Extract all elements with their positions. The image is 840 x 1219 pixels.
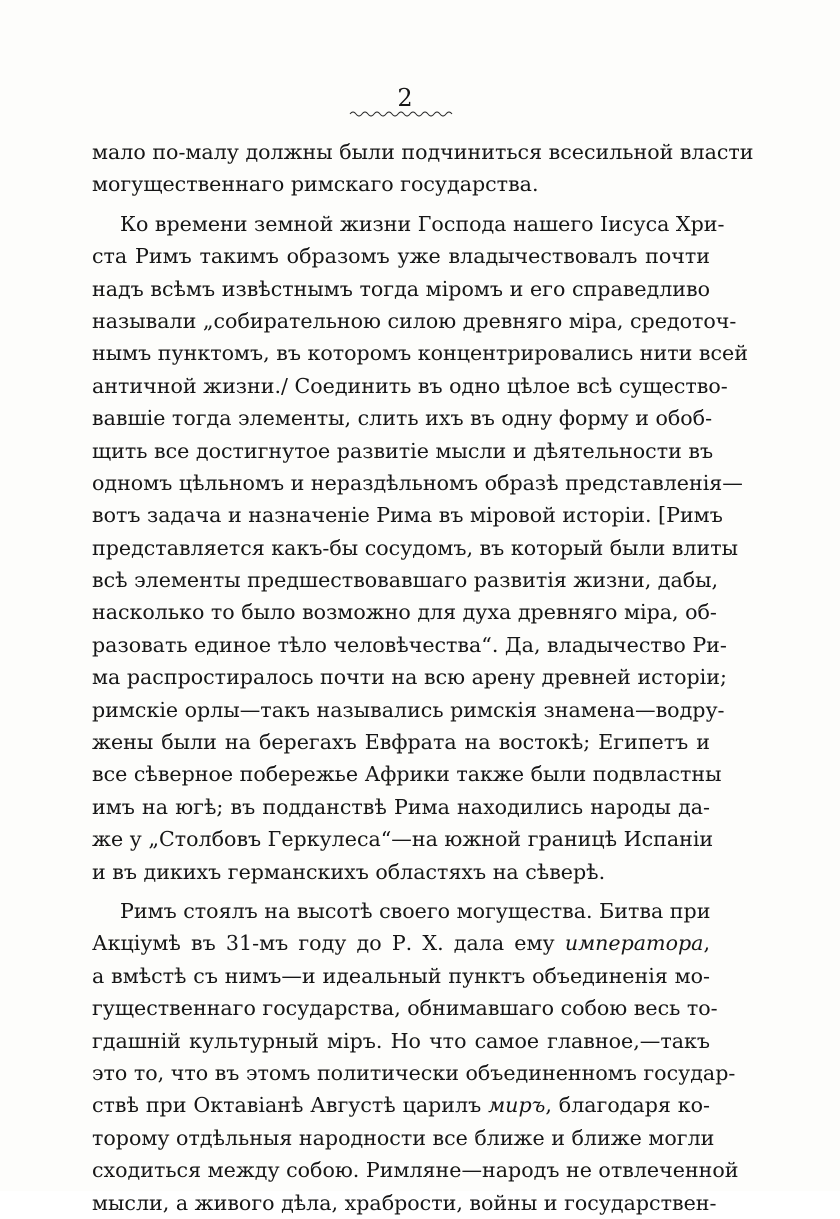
text-line: античной жизни./ Соединить въ одно цѣлое всѣ существо- (92, 373, 728, 398)
italic-word: императора (564, 931, 704, 956)
text-line: сходиться между собою. Римляне—народъ не отвлеченной (92, 1158, 739, 1183)
text-line: нымъ пунктомъ, въ которомъ концентрировались нити всей (92, 341, 748, 366)
wavy-rule-ornament (348, 108, 456, 120)
text-line: Ко времени земной жизни Господа нашего Iисуса Хри- (120, 211, 725, 236)
text-line: надъ всѣмъ извѣстнымъ тогда мiромъ и его справедливо (92, 276, 710, 301)
text-line (92, 927, 710, 959)
paragraph (92, 136, 754, 201)
text-line: вавшiе тогда элементы, слить ихъ въ одну форму и обоб- (92, 406, 713, 431)
body-text (92, 136, 754, 1219)
text-line: же у „Столбовъ Геркулеса“—на южной границѣ Испанiи (92, 827, 714, 852)
text-span: Акцiумѣ въ 31-мъ году до Р. Х. дала ему (92, 931, 565, 956)
paragraph (92, 895, 739, 1219)
text-span: , (703, 931, 710, 956)
text-line: всѣ элементы предшествовавшаго развитiя жизни, дабы, (92, 568, 719, 593)
text-line: одномъ цѣльномъ и нераздѣльномъ образѣ представленiя— (92, 470, 743, 495)
text-line: жены были на берегахъ Евфрата на востокѣ; Египетъ и (92, 730, 710, 755)
text-line: насколько то было возможно для духа древняго мiра, об- (92, 600, 717, 625)
text-line: ста Римъ такимъ образомъ уже владычествовалъ почти (92, 244, 710, 269)
text-line: представляется какъ-бы сосудомъ, въ который были влиты (92, 535, 739, 560)
text-line: разовать единое тѣло человѣчества“. Да, владычество Ри- (92, 632, 727, 657)
text-line: гущественнаго государства, обнимавшаго собою весь то- (92, 996, 718, 1021)
text-line: могущественнаго римскаго государства. (92, 172, 539, 197)
text-span: , благодаря ко- (545, 1093, 710, 1118)
text-line (92, 1089, 710, 1121)
italic-word: миръ (488, 1093, 546, 1118)
text-line: все сѣверное побережье Африки также были подвластны (92, 762, 722, 787)
page-number: 2 (397, 84, 413, 112)
paragraph (92, 208, 748, 888)
text-line: торому отдѣльныя народности все ближе и ближе могли (92, 1125, 715, 1150)
text-line: мало по-малу должны были подчиниться всесильной власти (92, 140, 754, 164)
text-line: ма распростиралось почти на всю арену древней исторiи; (92, 665, 727, 690)
text-line: римскiе орлы—такъ назывались римскiя знамена—водру- (92, 697, 725, 722)
text-line: мысли, а живого дѣла, храбрости, войны и государствен- (92, 1190, 717, 1215)
text-line: имъ на югѣ; въ подданствѣ Рима находились народы да- (92, 794, 710, 819)
text-line: щить все достигнутое развитiе мысли и дѣятельности въ (92, 438, 714, 463)
text-line: а вмѣстѣ съ нимъ—и идеальный пунктъ объединенiя мо- (92, 963, 710, 988)
text-line: и въ дикихъ германскихъ областяхъ на сѣверѣ. (92, 859, 606, 884)
text-span: ствѣ при Октавiанѣ Августѣ царилъ (92, 1093, 489, 1118)
text-line: называли „собирательною силою древняго мiра, средоточ- (92, 308, 737, 333)
text-line: вотъ задача и назначенiе Рима въ мiровой исторiи. [Римъ (92, 503, 723, 528)
text-line: гдашнiй культурный мiръ. Но что самое главное,—такъ (92, 1028, 710, 1053)
text-line: Римъ стоялъ на высотѣ своего могущества. Битва при (120, 898, 711, 923)
text-line: это то, что въ этомъ политически объединенномъ государ- (92, 1060, 736, 1085)
